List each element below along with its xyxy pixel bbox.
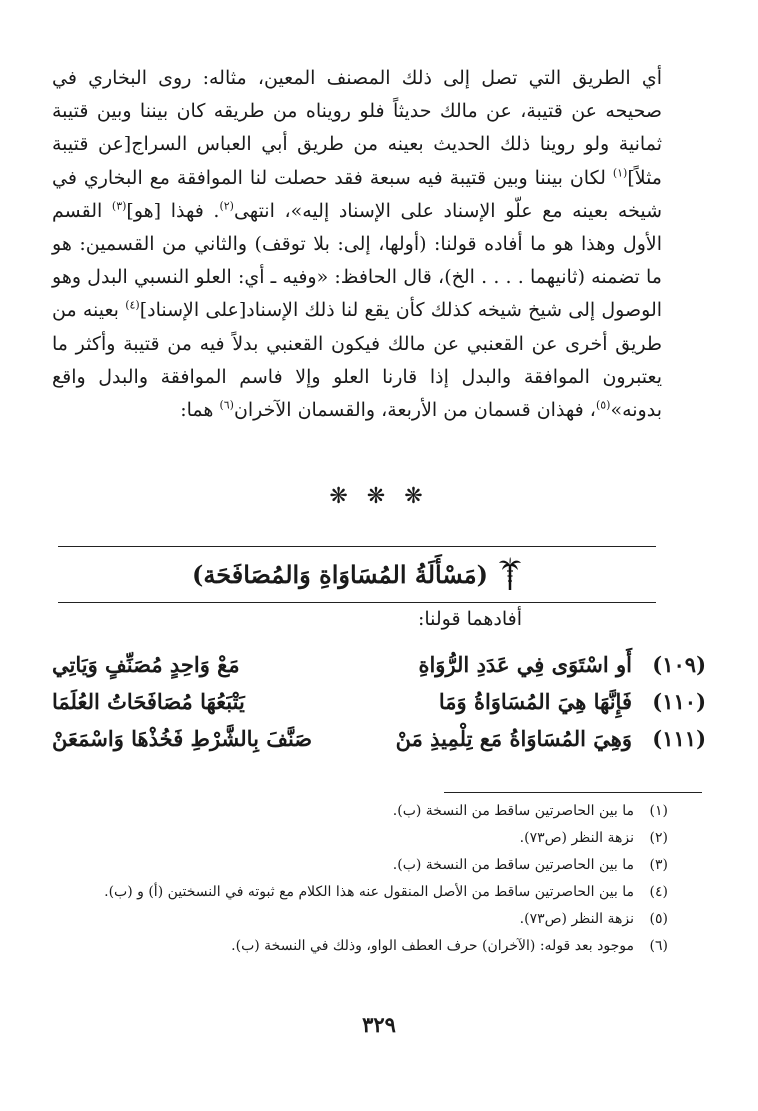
footnote-text: موجود بعد قوله: (الآخران) حرف العطف الواو، وذلك في النسخة (ب). bbox=[231, 938, 634, 954]
footnote bbox=[56, 825, 668, 852]
section-separator: ❋ ❋ ❋ bbox=[329, 484, 429, 509]
text-run: القسم الأول وهذا هو ما أفاده قولنا: (أولها، إلى: بلا توقف) والثاني من القسمين: هو ما تضمنه (ثانيهما . . . . الخ)، قال الحافظ: «وفيه ـ أي: العلو النسبي البدل وهو الوصول إلى شيخ شيخه كذلك كأن يقع لنا ذلك الإسناد[على الإسناد] bbox=[52, 199, 663, 322]
footnote-ref: (٣) bbox=[111, 199, 127, 213]
footnote-text: ما بين الحاصرتين ساقط من النسخة (ب). bbox=[392, 857, 634, 873]
footnote-text: ما بين الحاصرتين ساقط من الأصل المنقول عنه هذا الكلام مع ثبوته في النسختين (أ) و (ب). bbox=[104, 884, 634, 900]
footnote-text: نزهة النظر (ص٧٣). bbox=[519, 830, 634, 846]
footnotes bbox=[56, 798, 668, 960]
footnote-number: (٣) bbox=[649, 857, 668, 873]
footnote-text: نزهة النظر (ص٧٣). bbox=[519, 911, 634, 927]
verse-number: (١١١) bbox=[652, 726, 706, 751]
page-number: ٣٢٩ bbox=[362, 1012, 396, 1037]
verse-second-hemistich: يَتْبَعُهَا مُصَافَحَاتُ العُلَمَا bbox=[52, 689, 245, 714]
heading-rule-top bbox=[58, 546, 656, 547]
verse-second-hemistich: صَنَّفَ بِالشَّرْطِ فَخُذْهَا وَاسْمَعَنْ bbox=[52, 726, 313, 751]
footnote-ref: (٥) bbox=[595, 398, 611, 412]
footnote-ref: (٤) bbox=[125, 299, 140, 313]
verse-first-hemistich: فَإِنَّهَا هِيَ المُسَاوَاةُ وَمَا bbox=[438, 689, 632, 714]
footnote-number: (٦) bbox=[649, 938, 668, 954]
footnote bbox=[56, 852, 668, 879]
footnote-text: ما بين الحاصرتين ساقط من النسخة (ب). bbox=[392, 803, 634, 819]
footnote-number: (٥) bbox=[649, 911, 668, 927]
verse-number: (١٠٩) bbox=[652, 652, 706, 677]
footnote bbox=[56, 933, 668, 960]
text-run: . فهذا [هو] bbox=[126, 199, 220, 222]
verse-block bbox=[52, 652, 706, 763]
verse-number: (١١٠) bbox=[652, 689, 706, 714]
section-heading-text: (مَسْأَلَةُ المُسَاوَاةِ وَالمُصَافَحَة) bbox=[192, 559, 488, 589]
verse-first-hemistich: أَو اسْتَوَى فِي عَدَدِ الرُّوَاةِ bbox=[418, 652, 632, 677]
main-paragraph bbox=[52, 62, 662, 427]
paragraph-body bbox=[52, 62, 662, 427]
section-heading bbox=[58, 552, 656, 596]
intro-line: أفادهما قولنا: bbox=[417, 608, 522, 630]
footnote-ref: (٢) bbox=[219, 199, 234, 213]
footnote bbox=[56, 879, 668, 906]
palm-ornament-icon bbox=[498, 557, 522, 591]
verse-first-hemistich: وَهِيَ المُسَاوَاةُ مَع تِلْمِيذِ مَنْ bbox=[395, 726, 632, 751]
footnote-number: (٢) bbox=[649, 830, 668, 846]
verse-line bbox=[52, 652, 706, 689]
text-run: لكان بيننا وبين قتيبة فيه سبعة فقد حصلت لنا الموافقة مع البخاري في شيخه بعينه مع علّو الإسناد على الإسناد إليه»، انتهى bbox=[52, 166, 662, 222]
footnote bbox=[56, 906, 668, 933]
footnote-ref: (١) bbox=[612, 166, 628, 180]
heading-rule-bottom bbox=[58, 602, 656, 603]
verse-second-hemistich: مَعْ وَاحِدٍ مُصَنِّفٍ وَيَاتِي bbox=[52, 652, 240, 677]
text-run: بعينه من طريق أخرى عن القعنبي عن مالك فيكون القعنبي بدلاً فيه من قتيبة وأكثر ما يعتبرون الموافقة والبدل إذا قارنا العلو وإلا فاسم الموافقة والبدل واقع بدونه» bbox=[52, 299, 662, 422]
text-run: أي الطريق التي تصل إلى ذلك المصنف المعين، مثاله: روى البخاري في صحيحه عن قتيبة، عن مالك حديثاً فلو رويناه من طريقه كان بيننا وبين قتيبة ثمانية ولو روينا ذلك الحديث بعينه من طريق أبي العباس السراج[عن قتيبة مثلاً] bbox=[52, 67, 662, 189]
footnote-number: (٤) bbox=[649, 884, 668, 900]
footnote bbox=[56, 798, 668, 825]
verse-line bbox=[52, 726, 706, 763]
text-run: ، فهذان قسمان من الأربعة، والقسمان الآخران bbox=[233, 399, 596, 422]
footnote-separator bbox=[444, 792, 702, 793]
verse-line bbox=[52, 689, 706, 726]
footnote-number: (١) bbox=[649, 803, 668, 819]
text-run: هما: bbox=[180, 399, 220, 422]
footnote-ref: (٦) bbox=[219, 398, 234, 412]
